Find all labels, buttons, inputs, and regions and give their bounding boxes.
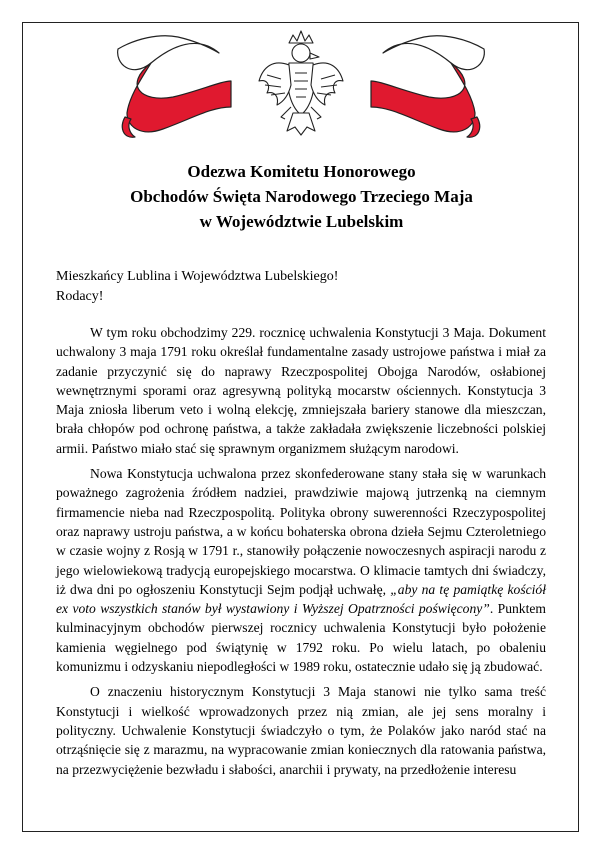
title-line-2: Obchodów Święta Narodowego Trzeciego Maja [130,187,473,206]
header-decoration [23,23,579,163]
polish-flag-ribbon-icon [118,36,231,137]
paragraph-2 [56,464,546,676]
body-text [56,323,546,785]
salutation-line-1: Mieszkańcy Lublina i Województwa Lubelskiego! [56,269,339,284]
title-line-1: Odezwa Komitetu Honorowego [187,162,416,181]
title-line-3: w Województwie Lubelskim [199,212,404,231]
polish-white-eagle-icon [259,31,343,135]
polish-flag-ribbon-icon [371,36,484,137]
paragraph-2-text-b: . Punktem kulminacyjnym obchodów pierwszej rocznicy uchwalenia Konstytucji było położenie kamienia węgielnego pod świątynię w 1792 roku. Po wielu latach, po obaleniu komunizmu i odzyskaniu niepodległości w 1989 roku, ostatecznie udało się ją zbudować. [56,601,546,675]
paragraph-2-quote: „aby na tę pamiątkę kościół ex voto wszystkich stanów był wystawiony i Wyższej Opatrzności poświęcony” [56,581,546,617]
document-title [23,159,579,234]
paragraph-1: W tym roku obchodzimy 229. rocznicę uchwalenia Konstytucji 3 Maja. Dokument uchwalony 3 maja 1791 roku określał fundamentalne zasady ustrojowe państwa i miał za zadanie przyczynić się do naprawy Rzeczpospolitej Obojga Narodów, osłabionej wewnętrznymi sporami oraz agresywną polityką mocarstw ościennych. Konstytucja 3 Maja zniosła liberum veto i wolną elekcję, zmniejszała bariery stanowe dla mieszczan, brała chłopów pod ochronę państwa, a także zakładała zwiększenie liczebności polskiej armii. Państwo miało stać się sprawnym organizmem służącym narodowi. [56,325,546,456]
paragraph-3: O znaczeniu historycznym Konstytucji 3 Maja stanowi nie tylko sama treść Konstytucji i wielkość wprowadzonych przez nią zmian, ale jej sens moralny i polityczny. Uchwalenie Konstytucji świadczyło o tym, że Polaków jako naród stać na otrząśnięcie się z marazmu, na wypracowanie zmian koniecznych dla ratowania państwa, na przezwyciężenie bezwładu i słabości, anarchii i prywaty, na przedłożenie interesu [56,684,546,777]
salutation [56,267,546,307]
salutation-line-2: Rodacy! [56,289,104,304]
document-page [22,22,579,832]
paragraph-2-text-a: Nowa Konstytucja uchwalona przez skonfederowane stany stała się w warunkach poważnego zagrożenia źródłem nadziei, prawdziwie majową jutrzenką na ciemnym firmamencie nieba nad Rzeczpospolitą. Polityka obrony suwerenności Rzeczypospolitej oraz naprawy ustroju państwa, a w końcu bohaterska obrona dzieła Sejmu Czteroletniego w czasie wojny z Rosją w 1791 r., stanowiły połączenie nowoczesnych aspiracji narodu z jego wielowiekową tradycją europejskiego mocarstwa. O klimacie tamtych dni świadczy, iż dwa dni po ogłoszeniu Konstytucji Sejm podjął uchwałę, [56,466,546,597]
